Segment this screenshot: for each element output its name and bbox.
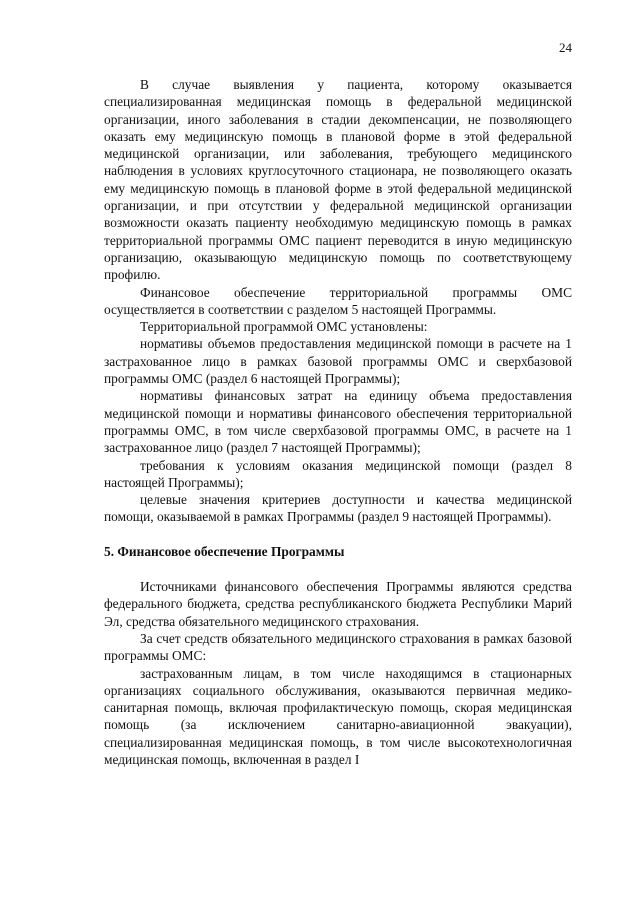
- page-number: 24: [559, 40, 572, 55]
- section-heading: 5. Финансовое обеспечение Программы: [104, 543, 345, 559]
- paragraph-financing: Финансовое обеспечение территориальной программы ОМС осуществляется в соответствии с разделом 5 настоящей Программы.: [104, 284, 572, 317]
- paragraph-volume-norms: нормативы объемов предоставления медицинской помощи в расчете на 1 застрахованное лицо в рамках базовой программы ОМС и сверхбазовой программы ОМС (раздел 6 настоящей Программы);: [104, 336, 572, 387]
- paragraph-criteria: целевые значения критериев доступности и качества медицинской помощи, оказываемой в рамках Программы (раздел 9 настоящей Программы).: [104, 492, 572, 525]
- paragraph-requirements: требования к условиям оказания медицинской помощи (раздел 8 настоящей Программы);: [104, 457, 572, 490]
- paragraph-transfer: В случае выявления у пациента, которому оказывается специализированная медицинская помощь в федеральной медицинской организации, иного заболевания в стадии декомпенсации, не позволяющего оказать ему медицинскую помощь в плановой форме в этой федеральной медицинской организации, или заболевания, требующего медицинского наблюдения в условиях круглосуточного стационара, не позволяющего оказать ему медицинскую помощь в плановой форме в этой федеральной медицинской организации, и при отсутствии у федеральной медицинской организации возможности оказать пациенту необходимую медицинскую помощь в рамках территориальной программы ОМС пациент переводится в иную медицинскую организацию, оказывающую медицинскую помощь по соответствующему профилю.: [104, 77, 572, 283]
- page-body: [104, 76, 572, 768]
- paragraph-sources: Источниками финансового обеспечения Программы являются средства федерального бюджета, средства республиканского бюджета Республики Марий Эл, средства обязательного медицинского страхования.: [104, 579, 572, 629]
- paragraph-established: Территориальной программой ОМС установлены:: [140, 319, 428, 335]
- paragraph-oms-funds: За счет средств обязательного медицинского страхования в рамках базовой программы ОМС:: [104, 630, 572, 664]
- paragraph-insured-persons: застрахованным лицам, в том числе находящимся в стационарных организациях социального обслуживания, оказываются первичная медико-санитарная помощь, включая профилактическую помощь, скорая медицинская помощь (за исключением санитарно-авиационной эвакуации), специализированная медицинская помощь, в том числе высокотехнологичная медицинская помощь, включенная в раздел I: [104, 665, 572, 767]
- paragraph-cost-norms: нормативы финансовых затрат на единицу объема предоставления медицинской помощи и нормативы финансового обеспечения территориальной программы ОМС, в том числе сверхбазовой программы ОМС, в расчете на 1 застрахованное лицо (раздел 7 настоящей Программы);: [104, 388, 572, 456]
